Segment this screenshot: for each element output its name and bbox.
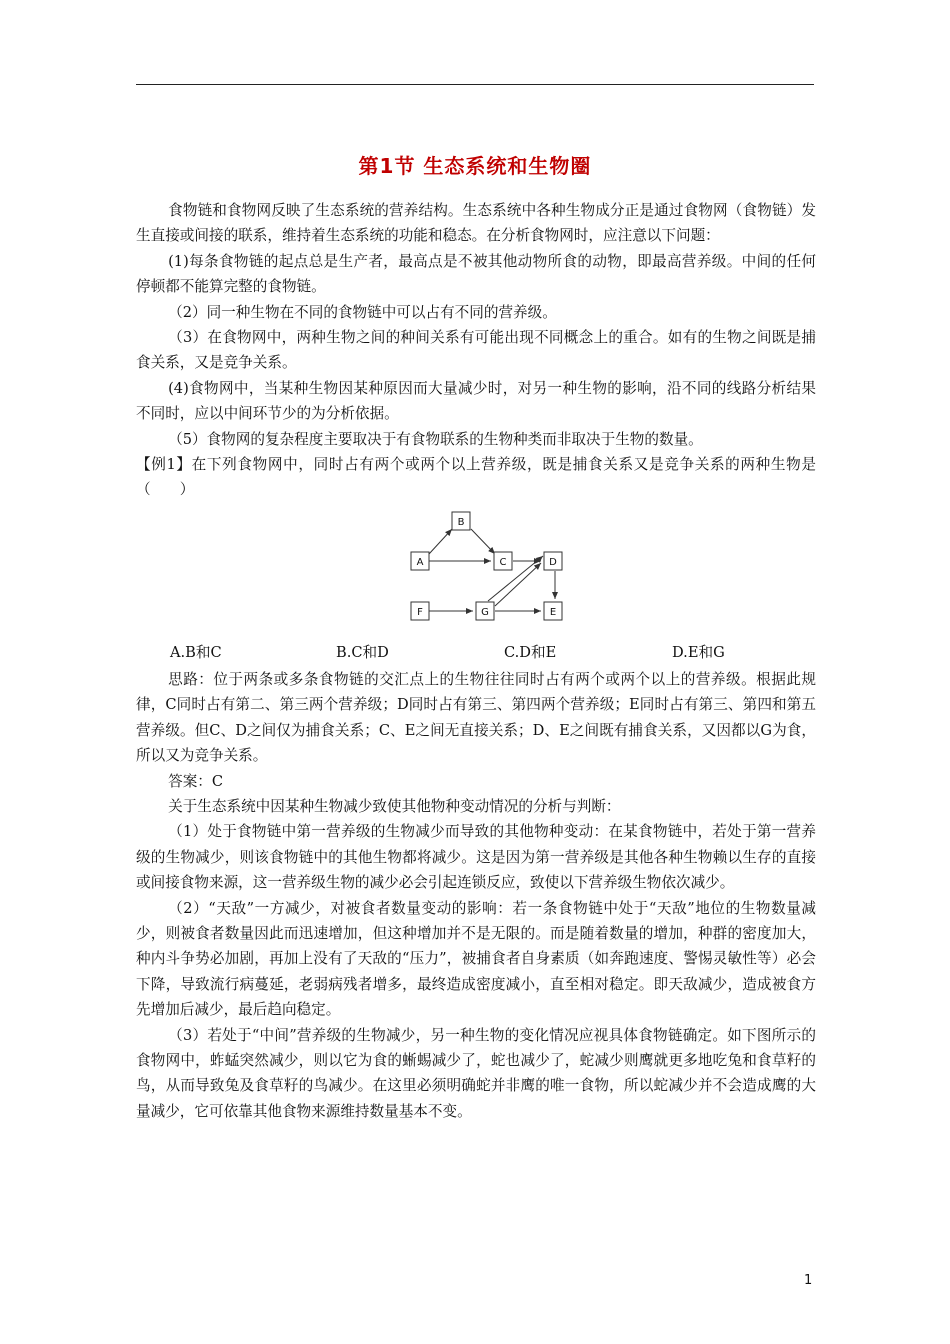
node-d	[544, 552, 562, 570]
page-number: 1	[804, 1273, 813, 1288]
answer-options	[136, 639, 816, 667]
svg-text:G: G	[481, 606, 489, 618]
note-2: （2）同一种生物在不同的食物链中可以占有不同的营养级。	[168, 303, 557, 321]
example-question: 【例1】在下列食物网中，同时占有两个或两个以上营养级，既是捕食关系又是竞争关系的两种生物是（ ）	[136, 456, 816, 499]
edge-b-c	[471, 529, 495, 554]
node-f	[411, 602, 429, 620]
note-5: （5）食物网的复杂程度主要取决于有食物联系的生物种类而非取决于生物的数量。	[168, 430, 703, 448]
answer-line: 答案：C	[168, 772, 224, 790]
option-c: C.D和E	[504, 643, 557, 661]
header-rule	[136, 84, 814, 85]
section2-item-3: （3）若处于“中间”营养级的生物减少，另一种生物的变化情况应视具体食物链确定。如下图所示的食物网中，蚱蜢突然减少，则以它为食的蜥蜴减少了，蛇也减少了，蛇减少则鹰就更多地吃兔和食草籽的鸟，从而导致兔及食草籽的鸟减少。在这里必须明确蛇并非鹰的唯一食物，所以蛇减少并不会造成鹰的大量减少，它可依靠其他食物来源维持数量基本不变。	[136, 1026, 816, 1120]
intro-paragraph: 食物链和食物网反映了生态系统的营养结构。生态系统中各种生物成分正是通过食物网（食物链）发生直接或间接的联系，维持着生态系统的功能和稳态。在分析食物网时，应注意以下问题：	[136, 202, 816, 245]
section2-intro: 关于生态系统中因某种生物减少致使其他物种变动情况的分析与判断：	[168, 797, 621, 815]
node-c	[494, 552, 512, 570]
page-title: 第1节 生态系统和生物圈	[358, 154, 592, 178]
node-g	[476, 602, 494, 620]
food-web-diagram	[410, 511, 570, 631]
section2-item-1: （1）处于食物链中第一营养级的生物减少而导致的其他物种变动：在某食物链中，若处于第一营养级的生物减少，则该食物链中的其他生物都将减少。这是因为第一营养级是其他各种生物赖以生存的直接或间接食物来源，这一营养级生物的减少必会引起连锁反应，致使以下营养级生物依次减少。	[136, 823, 816, 892]
option-a: A.B和C	[170, 643, 222, 661]
svg-text:C: C	[499, 556, 507, 568]
note-1: (1)每条食物链的起点总是生产者，最高点是不被其他动物所食的动物，即最高营养级。中间的任何停顿都不能算完整的食物链。	[136, 252, 816, 296]
reasoning-paragraph: 思路：位于两条或多条食物链的交汇点上的生物往往同时占有两个或两个以上的营养级。根据此规律，C同时占有第二、第三两个营养级；D同时占有第三、第四两个营养级；E同时占有第三、第四和第五营养级。但C、D之间仅为捕食关系；C、E之间无直接关系；D、E之间既有捕食关系，又因都以G为食，所以又为竞争关系。	[136, 670, 816, 765]
note-4: (4)食物网中，当某种生物因某种原因而大量减少时，对另一种生物的影响，沿不同的线路分析结果不同时，应以中间环节少的为分析依据。	[136, 379, 816, 423]
note-3: （3）在食物网中，两种生物之间的种间关系有可能出现不同概念上的重合。如有的生物之间既是捕食关系，又是竞争关系。	[136, 329, 816, 372]
svg-text:F: F	[417, 606, 423, 618]
svg-text:E: E	[549, 606, 557, 618]
node-b	[452, 512, 470, 530]
svg-text:B: B	[457, 516, 465, 528]
document-body	[136, 198, 816, 1124]
svg-text:A: A	[416, 556, 424, 568]
node-a	[411, 552, 429, 570]
edge-a-b	[429, 529, 452, 554]
section2-item-2: （2）“天敌”一方减少，对被食者数量变动的影响：若一条食物链中处于“天敌”地位的生物数量减少，则被食者数量因此而迅速增加，但这种增加并不是无限的。而是随着数量的增加，种群的密度加大，种内斗争势必加剧，再加上没有了天敌的“压力”，被捕食者自身素质（如奔跑速度、警惕灵敏性等）必会下降，导致流行病蔓延，老弱病残者增多，最终造成密度减小，直至相对稳定。即天敌减少，造成被食方先增加后减少，最后趋向稳定。	[136, 899, 816, 1019]
svg-text:D: D	[549, 556, 557, 568]
node-e	[544, 602, 562, 620]
option-b: B.C和D	[336, 643, 389, 661]
option-d: D.E和G	[672, 643, 725, 661]
